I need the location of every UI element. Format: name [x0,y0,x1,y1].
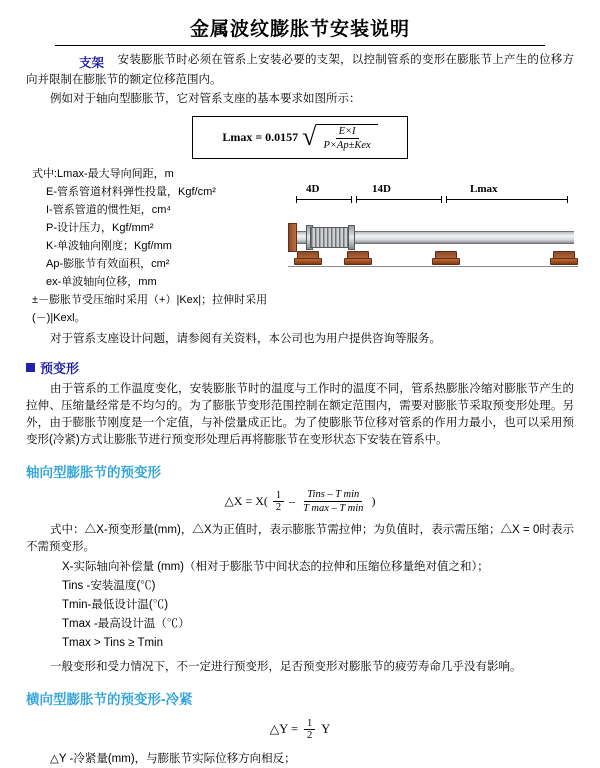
formula-minus: – [289,493,296,508]
formula-lmax-lhs: Lmax = 0.0157 [222,129,299,144]
support-block-icon [344,251,370,265]
formula-temperature-fraction: $\frac{\text{Tins – T min}}{\text{T max – T min}}$ [303,488,364,514]
legend-item: I-管系管道的惯性矩，cm⁴ [46,203,172,216]
predeform-paragraph: 由于管系的工作温度变化，安装膨胀节时的温度与工作时的温度不同，管系热膨胀冷缩对膨胀节产生的拉伸、压缩量经常是不均匀的。为了膨胀节变形范围控制在额定范围内，需要对膨胀节采取预变形处理。另外，由于膨胀节刚度是一个定值，与补偿量成正比。为了使膨胀节位移对管系的作用力最小，也可以采用预变形(冷紧)方式让膨胀节进行预变形处理后再将膨胀节在变形状态下安装在管系中。 [26,382,574,446]
axial-note: 一般变形和受力情况下，不一定进行预变形，足否预变形对膨胀节的疲劳寿命几乎没有影响。 [50,660,522,673]
axial-where-label: 式中：△X-预变形量(mm)，△X为正值时，表示膨胀节需拉伸；为负值时，表示需压缩；△X = 0时表示不需预变形。 [26,523,574,553]
document-body [0,52,600,768]
axial-subsection-heading: 轴向型膨胀节的预变形 [26,464,161,480]
lateral-note: △Y -冷紧量(mm)，与膨胀节实际位移方向相反； [50,752,296,765]
page-title: 金属波纹膨胀节安装说明 [189,19,410,40]
legend-list [26,165,282,327]
axial-item: X-实际轴向补偿量 (mm)（相对于膨胀节中间状态的拉伸和压缩位移量绝对值之和）； [62,560,489,573]
support-note: 对于管系支座设计问题，请参阅有关资料，本公司也为用户提供咨询等服务。 [50,332,441,345]
support-block-icon [550,251,576,265]
document-page [0,14,600,765]
formula-half: $\frac{1}{2}$ [273,490,284,513]
support-section-heading: 支架 [79,55,105,70]
formula-delta-x-lhs: △X = X( [224,493,268,508]
legend-item: P-设计压力，Kgf/mm² [46,221,154,234]
legend-item: E-管系管道材料弹性投量，Kgf/cm² [46,185,216,198]
figure-label-lmax: Lmax [470,182,498,195]
support-figure [288,165,578,279]
figure-dimension-labels [288,183,578,197]
dimension-line-lmax [446,199,568,200]
legend-item: ±－膨胀节受压缩时采用（+）|Kex|；拉伸时采用(－)|Kexl。 [32,293,268,324]
predeform-heading-label: 预变形 [40,360,80,376]
axial-item: Tmax > Tins ≥ Tmin [62,636,163,649]
legend-item: ex-单波轴向位移，mm [46,275,157,288]
support-paragraph-2: 例如对于轴向型膨胀节，它对管系支座的基本要求如图所示： [50,92,361,105]
axial-item: Tmax -最高设计温（℃） [62,617,190,630]
legend-item: K-单波轴向刚度；Kgf/mm [46,239,172,252]
formula-delta-x [26,489,574,514]
formula-half: $\frac{1}{2}$ [304,718,315,741]
axial-item: Tins -安装温度(℃) [62,579,156,592]
legend-item: 式中:Lmax-最大导向间距，m [32,167,174,180]
title-divider [55,45,545,46]
figure-label-14d: 14D [372,182,391,195]
dimension-line-14d [356,199,442,200]
formula-lmax [192,116,408,159]
lateral-subsection-heading: 横向型膨胀节的预变形-冷紧 [26,691,193,707]
legend-item: Ap-膨胀节有效面积，cm² [46,257,170,270]
bellows-icon [310,227,352,248]
formula-lmax-sqrt [302,121,378,151]
formula-lmax-numerator: E×I [336,126,359,139]
anchor-icon [288,223,297,252]
dimension-line-4d [296,199,352,200]
legend-and-figure [26,165,574,327]
formula-delta-y-rhs: Y [321,721,331,736]
formula-delta-x-rhs: ) [371,493,376,508]
ground-line [288,266,578,267]
formula-delta-y-lhs: △Y = [269,722,299,736]
support-paragraph-1 [26,52,574,89]
radical-icon: √ [302,121,317,151]
predeform-section-heading [26,358,574,377]
support-block-icon [294,251,320,265]
bellows-flange-icon [348,225,355,250]
axial-item: Tmin-最低设计温(℃) [62,598,169,611]
figure-label-4d: 4D [306,182,320,195]
formula-delta-y [26,718,574,741]
support-paragraph-1-text: 安装膨胀节时必须在管系上安装必要的支架，以控制管系的变形在膨胀节上产生的位移方向并限制在膨胀节的额定位移范围内。 [26,54,574,86]
pipe-assembly-diagram [288,211,578,267]
bullet-square-icon [26,363,35,372]
formula-lmax-denominator: P×Ap±Kex [323,139,371,151]
support-block-icon [432,251,458,265]
